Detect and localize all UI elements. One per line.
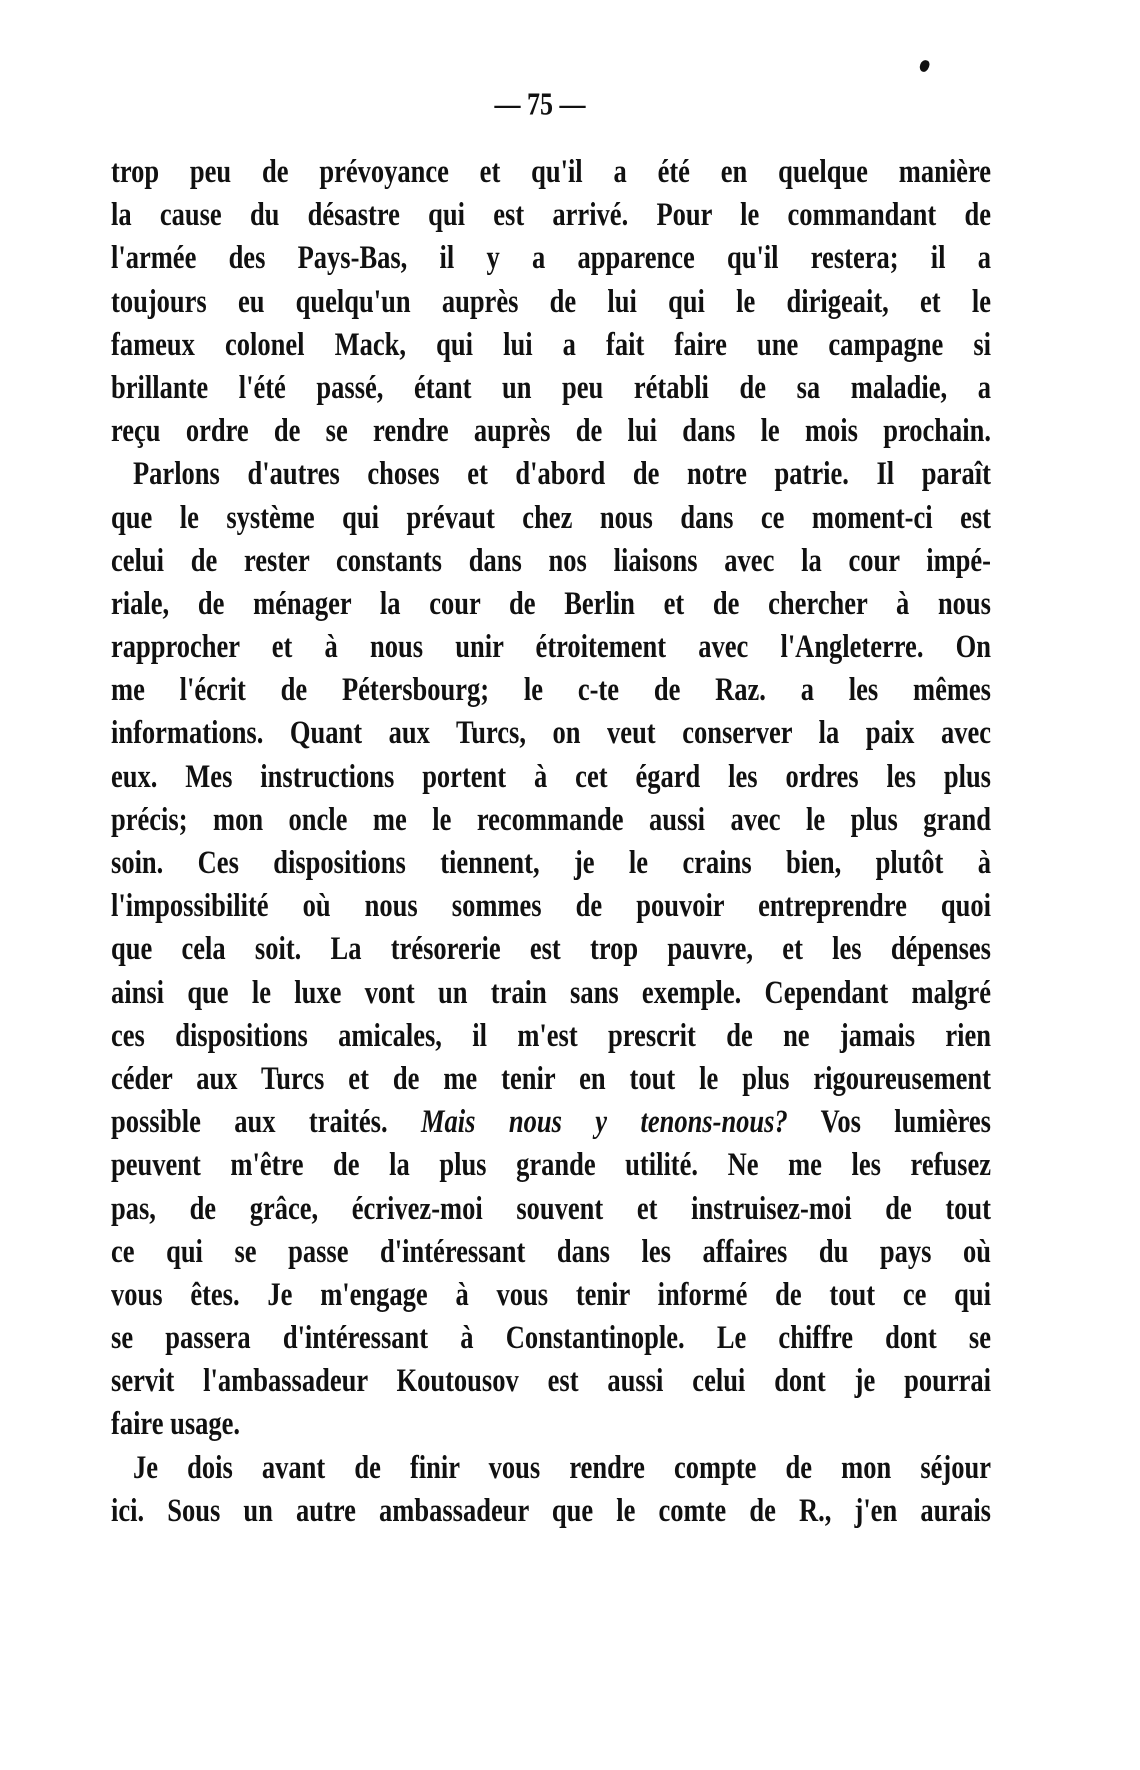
page-number: — 75 — (494, 87, 586, 122)
text-segment: Vos lumières (787, 1102, 991, 1140)
text-line: informations. Quant aux Turcs, on veut conserver la paix avec (111, 714, 991, 751)
text-line: céder aux Turcs et de me tenir en tout le plus rigoureusement (111, 1059, 991, 1097)
text-line: brillante l'été passé, étant un peu rétabli de sa maladie, a (111, 368, 991, 406)
text-line: peuvent m'être de la plus grande utilité. Ne me les refusez (111, 1145, 991, 1183)
text-line: ici. Sous un autre ambassadeur que le comte de R., j'en aurais (111, 1491, 991, 1528)
text-line: fameux colonel Mack, qui lui a fait faire une campagne si (111, 325, 991, 362)
text-line: reçu ordre de se rendre auprès de lui dans le mois prochain. (111, 411, 991, 449)
text-line: eux. Mes instructions portent à cet égard les ordres les plus (111, 757, 991, 794)
text-line: pas, de grâce, écrivez-moi souvent et instruisez-moi de tout (111, 1189, 991, 1226)
text-line: vous êtes. Je m'engage à vous tenir informé de tout ce qui (111, 1275, 991, 1313)
text-line: Parlons d'autres choses et d'abord de notre patrie. Il paraît (133, 454, 991, 492)
text-line: ce qui se passe d'intéressant dans les affaires du pays où (111, 1232, 991, 1269)
text-line: ainsi que le luxe vont un train sans exemple. Cependant malgré (111, 973, 991, 1010)
text-line: faire usage. (111, 1405, 241, 1442)
text-line: que cela soit. La trésorerie est trop pauvre, et les dépenses (111, 929, 991, 967)
text-line: Je dois avant de finir vous rendre compte de mon séjour (133, 1448, 991, 1485)
text-line: se passera d'intéressant à Constantinople. Le chiffre dont se (111, 1318, 991, 1356)
text-line: celui de rester constants dans nos liaisons avec la cour impé- (111, 541, 991, 578)
italic-phrase: Mais nous y tenons-nous? (420, 1102, 788, 1140)
text-line: l'impossibilité où nous sommes de pouvoir entreprendre quoi (111, 886, 991, 924)
text-line: servit l'ambassadeur Koutousov est aussi celui dont je pourrai (111, 1361, 991, 1399)
text-line: précis; mon oncle me le recommande aussi avec le plus grand (111, 800, 991, 837)
text-line: toujours eu quelqu'un auprès de lui qui le dirigeait, et le (111, 282, 991, 319)
text-segment: possible aux traités. (111, 1102, 421, 1140)
text-line: trop peu de prévoyance et qu'il a été en quelque manière (111, 152, 991, 190)
text-line: la cause du désastre qui est arrivé. Pour le commandant de (111, 195, 991, 233)
text-line: l'armée des Pays-Bas, il y a apparence qu'il restera; il a (111, 238, 991, 276)
text-line: riale, de ménager la cour de Berlin et de chercher à nous (111, 584, 991, 622)
text-line: me l'écrit de Pétersbourg; le c-te de Raz. a les mêmes (111, 670, 991, 708)
text-line: soin. Ces dispositions tiennent, je le crains bien, plutôt à (111, 843, 991, 881)
text-line: rapprocher et à nous unir étroitement avec l'Angleterre. On (111, 627, 991, 665)
ink-speck (918, 59, 931, 73)
body-text (111, 150, 991, 1532)
text-line: que le système qui prévaut chez nous dans ce moment-ci est (111, 498, 991, 535)
text-line: ces dispositions amicales, il m'est prescrit de ne jamais rien (111, 1016, 991, 1053)
